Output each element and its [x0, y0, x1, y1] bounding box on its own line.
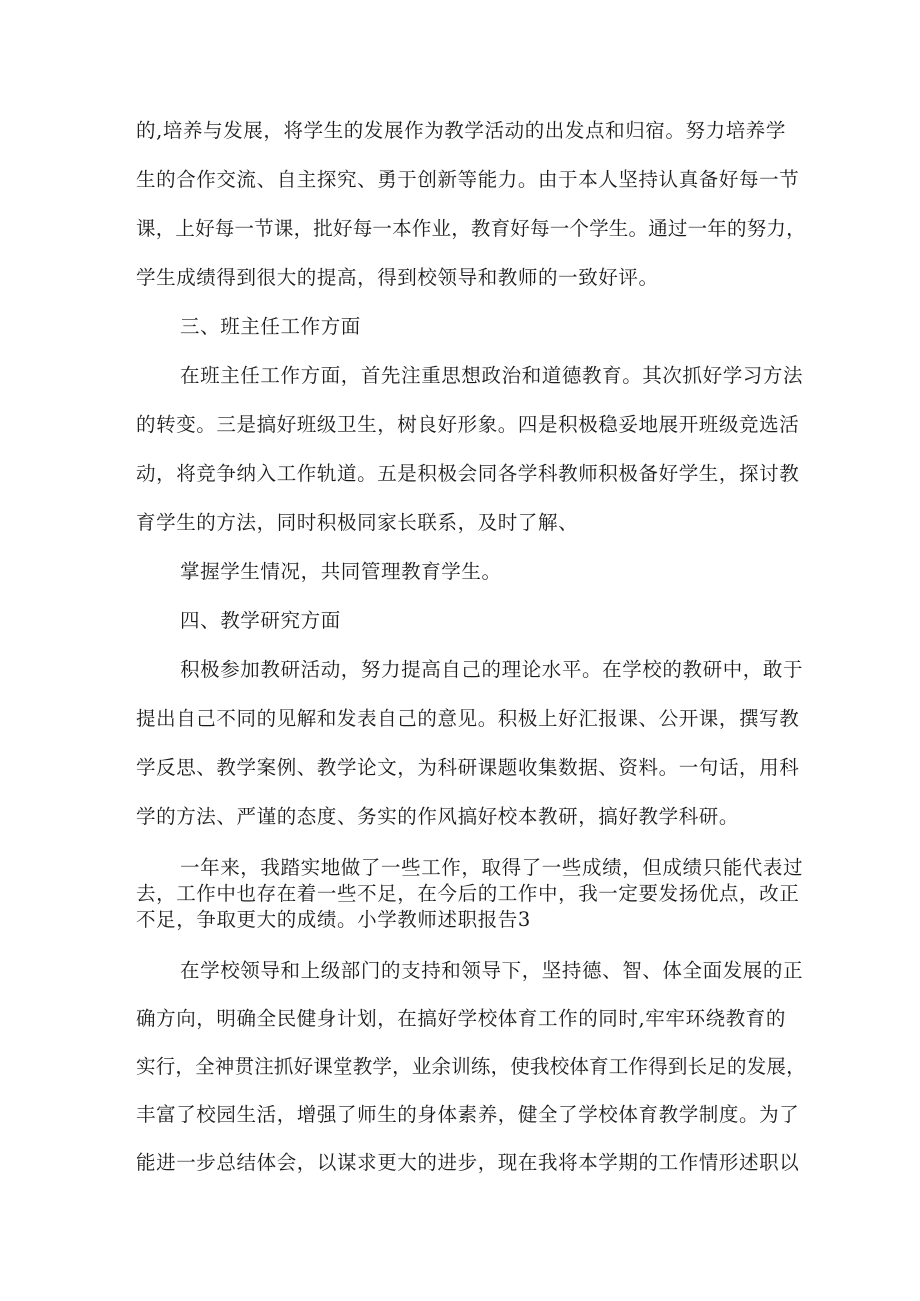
paragraph-first-line: 一年来，我踏实地做了一些工作，取得了一些成绩，但成绩只能代表过 [180, 856, 804, 879]
body-line: 生的合作交流、自主探究、勇于创新等能力。由于本人坚持认真备好每一节 [136, 168, 800, 191]
paragraph-first-line: 在学校领导和上级部门的支持和领导下，坚持德、智、体全面发展的正 [180, 959, 804, 982]
body-line: 学反思、教学案例、教学论文，为科研课题收集数据、资料。一句话，用科 [136, 756, 800, 779]
body-line: 动，将竞争纳入工作轨道。五是积极会同各学科教师积极备好学生，探讨教 [136, 462, 800, 485]
body-line: 学的方法、严谨的态度、务实的作风搞好校本教研，搞好教学科研。 [136, 805, 740, 828]
body-line: 实行，全神贯注抓好课堂教学，业余训练，使我校体育工作得到长足的发展， [136, 1055, 806, 1078]
body-line: 的,培养与发展，将学生的发展作为教学活动的出发点和归宿。努力培养学 [136, 119, 786, 142]
body-line: 确方向，明确全民健身计划，在搞好学校体育工作的同时,牢牢环绕教育的 [136, 1007, 786, 1030]
section-heading: 四、教学研究方面 [180, 609, 341, 632]
body-line: 学生成绩得到很大的提高，得到校领导和教师的一致好评。 [136, 266, 659, 289]
paragraph-first-line: 掌握学生情况，共同管理教育学生。 [180, 560, 502, 583]
section-heading: 三、班主任工作方面 [180, 315, 361, 338]
body-line: 课，上好每一节课，批好每一本作业，教育好每一个学生。通过一年的努力， [136, 217, 806, 240]
body-line: 能进一步总结体会，以谋求更大的进步，现在我将本学期的工作情形述职以 [136, 1151, 800, 1174]
body-line: 不足，争取更大的成绩。小学教师述职报告3 [136, 908, 531, 931]
body-line: 提出自己不同的见解和发表自己的意见。积极上好汇报课、公开课，撰写教 [136, 707, 800, 730]
body-line: 育学生的方法，同时积极同家长联系，及时了解、 [136, 511, 579, 534]
paragraph-first-line: 积极参加教研活动，努力提高自己的理论水平。在学校的教研中，敢于 [180, 658, 804, 681]
paragraph-first-line: 在班主任工作方面，首先注重思想政治和道德教育。其次抓好学习方法 [180, 364, 804, 387]
body-line: 的转变。三是搞好班级卫生，树良好形象。四是积极稳妥地展开班级竞选活 [136, 413, 800, 436]
body-line: 丰富了校园生活，增强了师生的身体素养，健全了学校体育教学制度。为了 [136, 1103, 800, 1126]
body-line: 去，工作中也存在着一些不足，在今后的工作中，我一定要发扬优点，改正 [136, 882, 800, 905]
